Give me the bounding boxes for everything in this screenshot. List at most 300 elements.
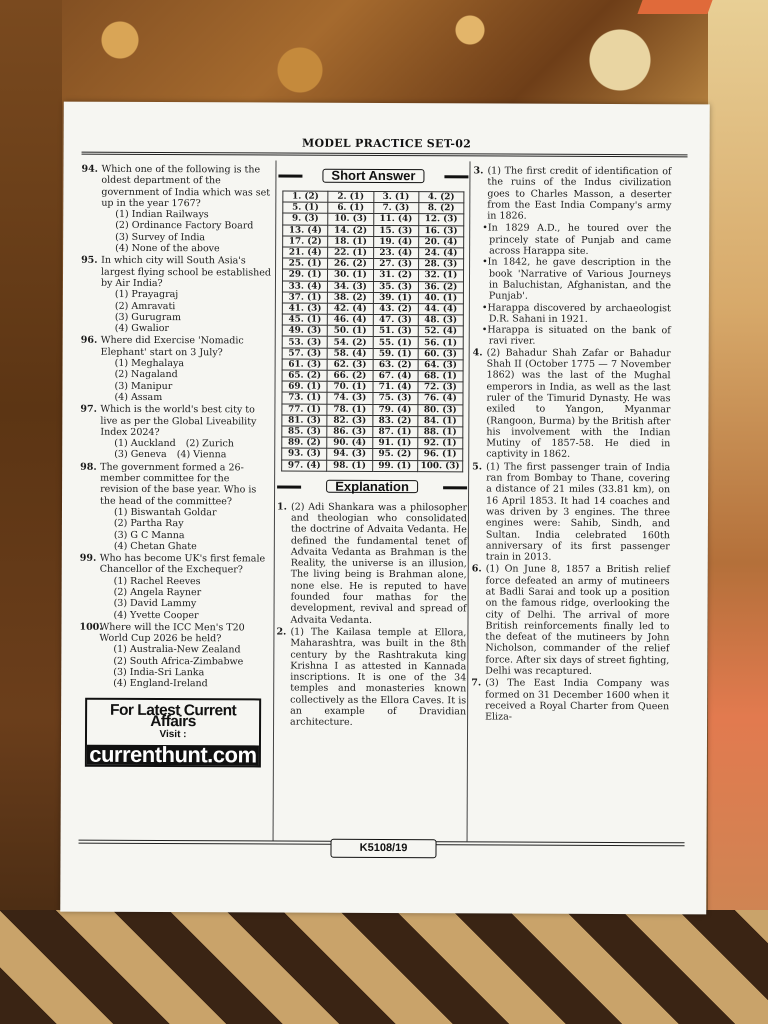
question-head — [81, 164, 271, 210]
answer-value: 41. (3) — [288, 303, 322, 314]
explanation-bullet — [473, 325, 671, 348]
explanation-number: 7. — [471, 677, 482, 689]
question-option: (4) Gwalior — [114, 322, 170, 335]
answer-row — [282, 348, 463, 360]
explanation-number: 1. — [276, 501, 287, 513]
answer-cell — [328, 225, 373, 236]
answer-value: 6. (1) — [337, 203, 365, 214]
answer-cell — [282, 314, 327, 325]
answers-column — [276, 165, 468, 730]
explanation-item — [471, 678, 669, 724]
answer-cell — [283, 236, 328, 247]
question-head — [81, 335, 271, 358]
answer-cell — [283, 191, 328, 202]
question-text: Which is the world's best city to live as per the Global Liveability Index 2024? — [100, 403, 257, 438]
answer-value: 27. (3) — [379, 259, 413, 270]
answer-value: 56. (1) — [424, 337, 458, 348]
answer-cell — [418, 438, 463, 449]
answer-row — [283, 213, 464, 225]
explanation-heading — [277, 477, 467, 496]
answer-cell — [282, 448, 327, 459]
answer-row — [282, 404, 463, 416]
answer-value: 20. (4) — [424, 237, 458, 248]
answer-row — [283, 236, 464, 248]
answer-row — [282, 325, 463, 337]
header-rule — [82, 152, 688, 158]
answer-value: 9. (3) — [292, 214, 319, 225]
question-option: (4) Vienna — [176, 449, 227, 461]
question-option: (3) Geneva — [114, 449, 167, 461]
answer-row — [282, 314, 463, 326]
question-item — [79, 622, 269, 691]
answer-value: 75. (3) — [378, 393, 412, 404]
bullet-dot-icon: • — [482, 222, 488, 234]
question-list — [79, 164, 271, 690]
ad-visit-label: Visit : — [159, 729, 187, 741]
question-number: 94. — [81, 163, 99, 175]
answer-cell — [418, 415, 463, 426]
answer-value: 7. (3) — [382, 203, 410, 214]
answer-cell — [373, 203, 418, 214]
answer-value: 19. (4) — [379, 236, 413, 247]
answer-value: 51. (3) — [378, 326, 412, 337]
column-divider — [273, 161, 277, 841]
answer-value: 38. (2) — [333, 292, 367, 303]
answer-cell — [373, 382, 418, 393]
answer-cell — [372, 449, 417, 460]
answer-value: 77. (1) — [288, 404, 321, 415]
answer-cell — [328, 292, 373, 303]
question-item — [80, 553, 270, 622]
answer-value: 100. (3) — [420, 460, 460, 471]
answer-value: 34. (3) — [333, 281, 367, 292]
answer-value: 94. (3) — [333, 449, 367, 460]
answer-value: 92. (1) — [423, 438, 457, 449]
answer-value: 14. (2) — [334, 225, 368, 236]
answer-value: 46. (4) — [333, 314, 367, 326]
answer-value: 99. (1) — [378, 460, 412, 471]
answer-cell — [372, 460, 417, 471]
answer-value: 67. (4) — [378, 371, 412, 382]
answer-cell — [327, 393, 372, 404]
answer-row — [282, 448, 463, 460]
answer-value: 24. (4) — [424, 248, 458, 259]
answer-value: 16. (3) — [424, 225, 458, 236]
explanation-column — [471, 165, 671, 724]
answer-value: 26. (2) — [334, 258, 367, 270]
question-option: (3) David Lammy — [113, 598, 197, 610]
answer-value: 96. (1) — [423, 449, 457, 460]
answer-value: 69. (1) — [288, 381, 322, 393]
question-item — [81, 255, 271, 335]
answer-cell — [373, 191, 418, 202]
question-head — [80, 461, 270, 507]
answer-value: 72. (3) — [423, 382, 457, 393]
question-option: (2) Partha Ray — [113, 518, 184, 530]
answer-cell — [328, 202, 373, 213]
question-number: 95. — [81, 255, 98, 267]
bullet-text: Harappa is situated on the bank of ravi river. — [487, 324, 671, 348]
answer-value: 30. (1) — [333, 270, 367, 281]
question-text: Where will the ICC Men's T20 World Cup 2026 be held? — [99, 621, 245, 645]
answer-cell — [282, 359, 327, 370]
answer-row — [282, 415, 463, 427]
answer-cell — [418, 225, 463, 236]
explanation-number: 6. — [471, 563, 482, 575]
answer-value: 37. (1) — [288, 292, 322, 303]
explanation-item — [471, 564, 669, 678]
answer-cell — [418, 292, 463, 303]
question-head — [80, 553, 270, 576]
answer-cell — [282, 460, 327, 471]
question-item — [80, 335, 270, 404]
answer-value: 42. (4) — [333, 303, 367, 314]
answer-cell — [282, 348, 327, 359]
answer-value: 68. (1) — [424, 371, 457, 382]
question-option: (3) G C Manna — [113, 529, 185, 541]
answer-cell — [372, 393, 417, 404]
explanation-list-col3 — [471, 165, 671, 723]
question-option: (3) Manipur — [114, 380, 173, 392]
answer-cell — [327, 415, 372, 426]
answer-cell — [327, 460, 372, 471]
answer-cell — [373, 337, 418, 348]
answer-value: 62. (3) — [333, 359, 367, 370]
answer-cell — [372, 438, 417, 449]
answer-value: 89. (2) — [287, 437, 321, 448]
answer-cell — [373, 225, 418, 236]
answer-value: 22. (1) — [334, 247, 367, 258]
answer-value: 64. (3) — [424, 360, 457, 371]
answer-value: 76. (4) — [423, 393, 457, 404]
question-option: (4) Yvette Cooper — [113, 609, 199, 621]
answer-cell — [418, 371, 463, 382]
answer-cell — [418, 348, 463, 359]
answer-value: 83. (2) — [378, 415, 412, 426]
answer-cell — [327, 381, 372, 392]
question-option: (2) South Africa-Zimbabwe — [113, 655, 244, 668]
answer-cell — [418, 236, 463, 247]
bullet-dot-icon: • — [481, 301, 488, 314]
explanation-bullet — [473, 257, 671, 303]
answer-cell — [282, 281, 327, 292]
answer-value: 29. (1) — [288, 269, 322, 281]
answer-cell — [327, 337, 372, 348]
bullet-dot-icon: • — [482, 256, 488, 268]
answer-cell — [373, 303, 418, 314]
explanation-entry — [471, 564, 669, 678]
answer-value: 79. (4) — [378, 404, 412, 415]
answer-value: 78. (1) — [333, 404, 367, 415]
question-number: 100. — [79, 621, 103, 633]
explanation-number: 3. — [473, 165, 484, 177]
answer-value: 17. (2) — [288, 236, 322, 247]
explanation-entry — [471, 678, 669, 724]
answer-row — [282, 359, 463, 371]
answer-value: 54. (2) — [333, 337, 367, 348]
answer-value: 25. (1) — [288, 258, 322, 269]
answer-row — [282, 381, 463, 393]
explanation-text: (1) The first credit of identification of the ruins of the Indus civilization goes to Charles Masson, a deserter from the East India Company's army in 1826. — [487, 165, 672, 222]
answer-cell — [418, 259, 463, 270]
answer-value: 40. (1) — [424, 292, 458, 304]
answer-cell — [282, 325, 327, 336]
answer-cell — [418, 304, 463, 315]
explanation-entry — [473, 165, 672, 348]
answer-cell — [328, 214, 373, 225]
answer-cell — [417, 449, 462, 460]
answer-row — [283, 191, 464, 203]
answer-cell — [373, 214, 418, 225]
explanation-item — [276, 501, 467, 626]
answer-value: 91. (1) — [378, 438, 412, 449]
answer-cell — [373, 326, 418, 337]
answer-value: 60. (3) — [424, 348, 457, 360]
answer-cell — [418, 281, 463, 292]
answer-cell — [418, 404, 463, 415]
question-option: (1) Rachel Reeves — [113, 575, 201, 587]
answer-cell — [418, 393, 463, 404]
book-page — [60, 102, 710, 915]
explanation-text: (1) On June 8, 1857 a British relief force defeated an army of mutineers at Badli Sarai and took up a position on the famous ridge, overlooking the city of Delhi. The arrival of more British reinforcements finally led to the defeat of the mutineers by John Nicholson, commander of the relief force. After six days of street fighting, Delhi was recaptured. — [485, 563, 670, 677]
answer-cell — [418, 214, 463, 225]
answer-value: 74. (3) — [333, 393, 367, 404]
answer-row — [282, 281, 463, 293]
short-answer-title: Short Answer — [322, 169, 424, 183]
question-number: 98. — [80, 461, 97, 473]
answer-value: 90. (4) — [333, 437, 367, 449]
answer-row — [282, 437, 463, 449]
question-option: (2) Amravati — [114, 300, 176, 312]
answer-value: 71. (4) — [378, 382, 412, 393]
background-fabric-bottom — [0, 910, 768, 1024]
answer-cell — [418, 337, 463, 348]
answer-value: 65. (2) — [288, 370, 322, 381]
answer-value: 33. (4) — [288, 281, 322, 292]
answer-cell — [373, 370, 418, 381]
answer-row — [283, 258, 464, 270]
explanation-entry — [472, 347, 670, 461]
ad-title: For Latest Current Affairs — [109, 701, 237, 731]
answer-value: 39. (1) — [379, 292, 412, 303]
answer-value: 31. (2) — [379, 270, 413, 281]
answer-value: 53. (3) — [288, 337, 322, 348]
answer-value: 44. (4) — [424, 304, 458, 315]
answer-cell — [282, 303, 327, 314]
question-option: (4) England-Ireland — [113, 678, 208, 690]
answer-value: 98. (1) — [333, 460, 366, 471]
explanation-item — [472, 347, 670, 461]
explanation-number: 2. — [276, 626, 287, 638]
answer-cell — [373, 359, 418, 370]
answer-cell — [282, 426, 327, 437]
answer-cell — [373, 348, 418, 359]
explanation-entry — [276, 626, 466, 728]
answer-value: 18. (1) — [334, 236, 367, 247]
bullet-text: In 1842, he gave description in the book 'Narrative of Various Journeys in Baluchistan, Afghanistan, and the Punjab'. — [487, 256, 672, 302]
answer-cell — [282, 404, 327, 415]
answer-value: 82. (3) — [333, 415, 367, 426]
answer-row — [282, 392, 463, 404]
answer-cell — [418, 359, 463, 370]
answer-cell — [283, 247, 328, 258]
question-option: (1) Meghalaya — [114, 357, 185, 370]
answer-cell — [328, 303, 373, 314]
question-text: Which one of the following is the oldest department of the government of India which was set up in the year 1767? — [101, 163, 271, 210]
explanation-text: (3) The East India Company was formed on 31 December 1600 when it received a Royal Charter from Queen Eliza- — [485, 677, 670, 723]
answer-cell — [283, 225, 328, 236]
answer-value: 35. (3) — [379, 281, 413, 292]
answer-value: 21. (4) — [288, 247, 322, 258]
answer-row — [283, 225, 464, 237]
answer-row — [283, 202, 464, 214]
answer-cell — [373, 259, 418, 270]
explanation-text: (1) The Kailasa temple at Ellora, Maharashtra, was built in the 8th century by the Rashtrakuta king Krishna I as attested in Kannada inscriptions. It is one of the 34 temples and monasteries known collectively as the Ellora Caves. It is an example of Dravidian architecture. — [290, 626, 467, 729]
answer-value: 73. (1) — [288, 393, 322, 404]
answer-value: 23. (4) — [379, 248, 413, 259]
answer-cell — [372, 426, 417, 437]
answer-row — [282, 426, 463, 438]
answer-value: 13. (4) — [288, 225, 322, 236]
explanation-list-col2 — [276, 501, 467, 729]
answer-cell — [419, 192, 464, 203]
answer-value: 58. (4) — [333, 348, 367, 359]
question-number: 99. — [79, 552, 97, 564]
explanation-entry — [472, 461, 670, 564]
question-option: (2) Zurich — [185, 438, 234, 450]
answer-value: 43. (2) — [379, 303, 412, 315]
answer-value: 10. (3) — [334, 214, 368, 225]
advertisement-box — [85, 697, 261, 767]
answer-cell — [328, 281, 373, 292]
explanation-title: Explanation — [326, 480, 418, 494]
answer-cell — [327, 404, 372, 415]
answer-cell — [373, 292, 418, 303]
answer-cell — [373, 315, 418, 326]
background-left — [0, 0, 62, 1024]
question-option: (1) Biswantah Goldar — [113, 506, 217, 519]
answer-cell — [282, 336, 327, 347]
explanation-text: (2) Bahadur Shah Zafar or Bahadur Shah II (October 1775 — 7 November 1862) was the last of the Mughal emperors in India, as well as the last ruler of the Timurid Dynasty. He was exiled to Yangon, Myanmar (Rangoon, Burma) by the British after his involvement with the Indian Mutiny of 1857-58. He died in captivity in 1862. — [486, 347, 671, 461]
answer-value: 97. (4) — [287, 460, 321, 471]
question-option: (4) None of the above — [115, 242, 220, 255]
explanation-text: (1) The first passenger train of India ran from Bombay to Thane, covering a distance of 21 miles (33.81 km), on 16 April 1853. It had 14 coaches and was driven by 3 engines. The three engines were: Sahib, Sindh, and Sultan. India celebrated 160th anniversary of its first passenger train in 2013. — [485, 461, 671, 563]
explanation-text: (2) Adi Shankara was a philosopher and theologian who consolidated the doctrine of Advaita Vedanta. He defined the fundamental tenet of Advaita Vedanta as Brahman is the Reality, the universe is an illusion, The living being is Brahman alone, none else. He is reputed to have founded four mathas for the development, revival and spread of Advaita Vedanta. — [290, 501, 468, 626]
question-option: (4) Assam — [114, 391, 163, 403]
answer-value: 87. (1) — [378, 427, 412, 438]
question-option: (2) Ordinance Factory Board — [115, 220, 254, 232]
answer-row — [283, 247, 464, 259]
question-option: (3) Survey of India — [115, 231, 206, 243]
answer-cell — [328, 258, 373, 269]
answer-value: 12. (3) — [424, 214, 458, 225]
answer-value: 5. (1) — [292, 202, 319, 213]
questions-column — [79, 164, 272, 768]
question-text: The government formed a 26-member committee for the revision of the base year. Who is the head of the committee? — [100, 461, 257, 507]
question-item — [80, 461, 270, 552]
answer-cell — [327, 370, 372, 381]
answer-cell — [373, 247, 418, 258]
short-answer-table — [281, 191, 464, 472]
ad-url: currenthunt.com — [87, 744, 259, 765]
answer-cell — [327, 325, 372, 336]
answer-cell — [418, 326, 463, 337]
answer-cell — [282, 269, 327, 280]
answer-value: 50. (1) — [333, 326, 367, 337]
answer-value: 86. (3) — [333, 426, 367, 437]
answer-value: 81. (3) — [288, 415, 321, 426]
answer-cell — [283, 258, 328, 269]
question-text: In which city will South Asia's largest flying school be established by Air India? — [100, 255, 272, 289]
answer-cell — [327, 359, 372, 370]
answer-value: 85. (3) — [288, 426, 321, 437]
answer-value: 70. (1) — [333, 382, 367, 393]
answer-cell — [283, 202, 328, 213]
short-answer-heading — [278, 167, 468, 186]
answer-cell — [328, 236, 373, 247]
answer-value: 93. (3) — [287, 448, 321, 460]
answer-value: 95. (2) — [378, 449, 412, 460]
bullet-text: Harappa discovered by archaeologist D.R. Sahani in 1921. — [487, 302, 671, 325]
answer-value: 3. (1) — [382, 192, 410, 203]
question-number: 97. — [80, 403, 97, 415]
question-head — [81, 255, 271, 290]
question-option: (1) Australia-New Zealand — [113, 644, 241, 656]
answer-cell — [328, 314, 373, 325]
answer-value: 2. (1) — [337, 191, 365, 202]
answer-cell — [282, 437, 327, 448]
question-item — [81, 164, 271, 255]
question-head — [79, 622, 269, 645]
answer-cell — [327, 426, 372, 437]
explanation-bullet — [473, 223, 671, 258]
answer-cell — [283, 213, 328, 224]
answer-cell — [372, 415, 417, 426]
answer-cell — [373, 281, 418, 292]
answer-cell — [327, 449, 372, 460]
explanation-number: 4. — [472, 347, 483, 359]
page-header: MODEL PRACTICE SET-02 — [302, 136, 472, 151]
answer-value: 52. (4) — [424, 326, 458, 337]
question-option: (1) Indian Railways — [115, 209, 209, 221]
question-option: (2) Angela Rayner — [113, 586, 202, 599]
answer-cell — [373, 236, 418, 247]
answer-value: 11. (4) — [379, 214, 413, 225]
answer-cell — [418, 382, 463, 393]
explanation-number: 5. — [472, 461, 483, 473]
answer-row — [282, 303, 463, 315]
answer-cell — [373, 270, 418, 281]
explanation-bullet — [473, 302, 671, 325]
answer-row — [282, 370, 463, 382]
answer-cell — [282, 381, 327, 392]
answer-value: 4. (2) — [427, 192, 455, 203]
answer-value: 84. (1) — [423, 416, 457, 427]
question-option: (1) Auckland — [114, 437, 176, 450]
question-option-row — [80, 449, 270, 461]
question-option: (4) Chetan Ghate — [113, 540, 197, 552]
explanation-item — [472, 461, 670, 564]
question-number: 96. — [80, 335, 98, 347]
answer-row — [282, 336, 463, 348]
answer-value: 59. (1) — [378, 348, 412, 359]
question-option: (1) Prayagraj — [114, 289, 179, 301]
question-text: Who has become UK's first female Chancellor of the Exchequer? — [99, 552, 266, 576]
answer-cell — [418, 270, 463, 281]
question-option: (2) Nagaland — [114, 369, 178, 381]
answer-cell — [282, 370, 327, 381]
answer-value: 66. (2) — [333, 370, 367, 382]
